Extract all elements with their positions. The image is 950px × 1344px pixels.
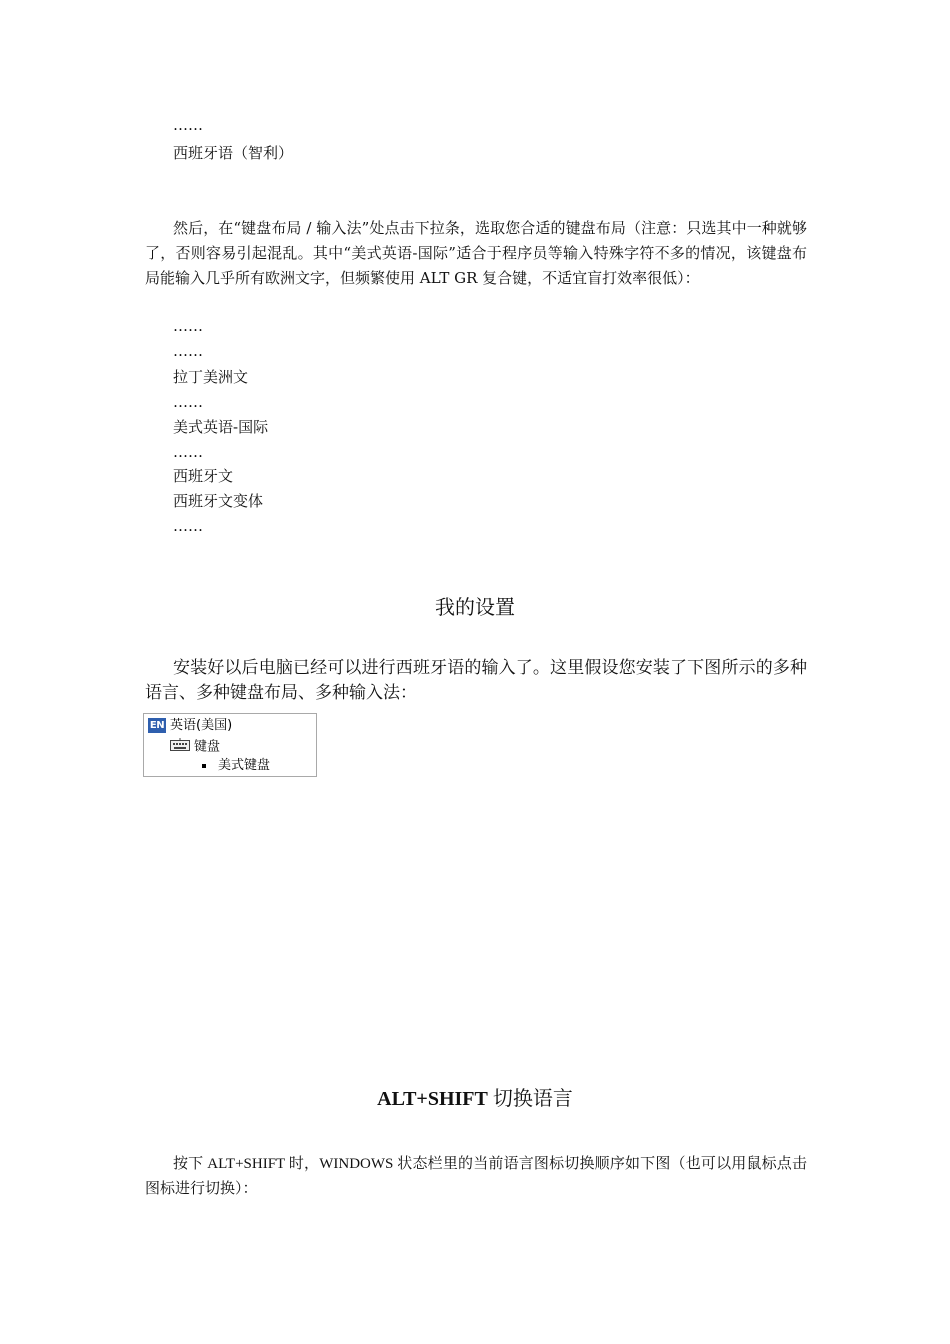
- language-bar-tree: [143, 713, 317, 777]
- layout-list-item: 拉丁美洲文: [173, 368, 249, 386]
- section-title-alt-shift-cjk: 切换语言: [487, 1088, 573, 1110]
- keyboard-icon: [170, 738, 190, 756]
- language-badge-icon: EN: [149, 720, 165, 731]
- list-item-spanish-chile: 西班牙语（智利）: [173, 144, 294, 162]
- tree-keyboard-label: 键盘: [194, 739, 221, 755]
- layout-list-item: 西班牙文变体: [173, 492, 264, 510]
- layout-list-item: ……: [173, 517, 203, 535]
- layout-list-item: ……: [173, 393, 203, 411]
- tree-row-layout: [202, 758, 270, 774]
- layout-list-item: 美式英语-国际: [173, 418, 269, 436]
- layout-list-item: ……: [173, 317, 203, 335]
- tree-row-keyboard: [170, 738, 220, 756]
- ellipsis-line: ……: [173, 116, 203, 134]
- section-title-alt-shift-latin: ALT+SHIFT: [377, 1088, 488, 1110]
- layout-list-item: ……: [173, 342, 203, 360]
- layout-list-item: 西班牙文: [173, 467, 234, 485]
- paragraph-alt-shift: 按下 ALT+SHIFT 时，WINDOWS 状态栏里的当前语言图标切换顺序如下图（也可以用鼠标点击图标进行切换）：: [145, 1156, 807, 1197]
- paragraph-my-settings: 安装好以后电脑已经可以进行西班牙语的输入了。这里假设您安装了下图所示的多种语言、多种键盘布局、多种输入法：: [145, 658, 807, 703]
- bullet-icon: [202, 764, 206, 768]
- tree-language-label: 英语(美国): [170, 718, 233, 733]
- paragraph-keyboard-layout: 然后，在“键盘布局 / 输入法”处点击下拉条，选取您合适的键盘布局（注意：只选其中一种就够了，否则容易引起混乱。其中“美式英语-国际”适合于程序员等输入特殊字符不多的情况，该键盘布局能输入几乎所有欧洲文字，但频繁使用 ALT GR 复合键，不适宜盲打效率很低）：: [145, 219, 807, 287]
- tree-row-language: [148, 718, 232, 734]
- section-title-alt-shift: [0, 1085, 950, 1113]
- section-title-my-settings: 我的设置: [435, 595, 515, 619]
- layout-list-item: ……: [173, 443, 203, 461]
- tree-layout-label: 美式键盘: [218, 758, 271, 773]
